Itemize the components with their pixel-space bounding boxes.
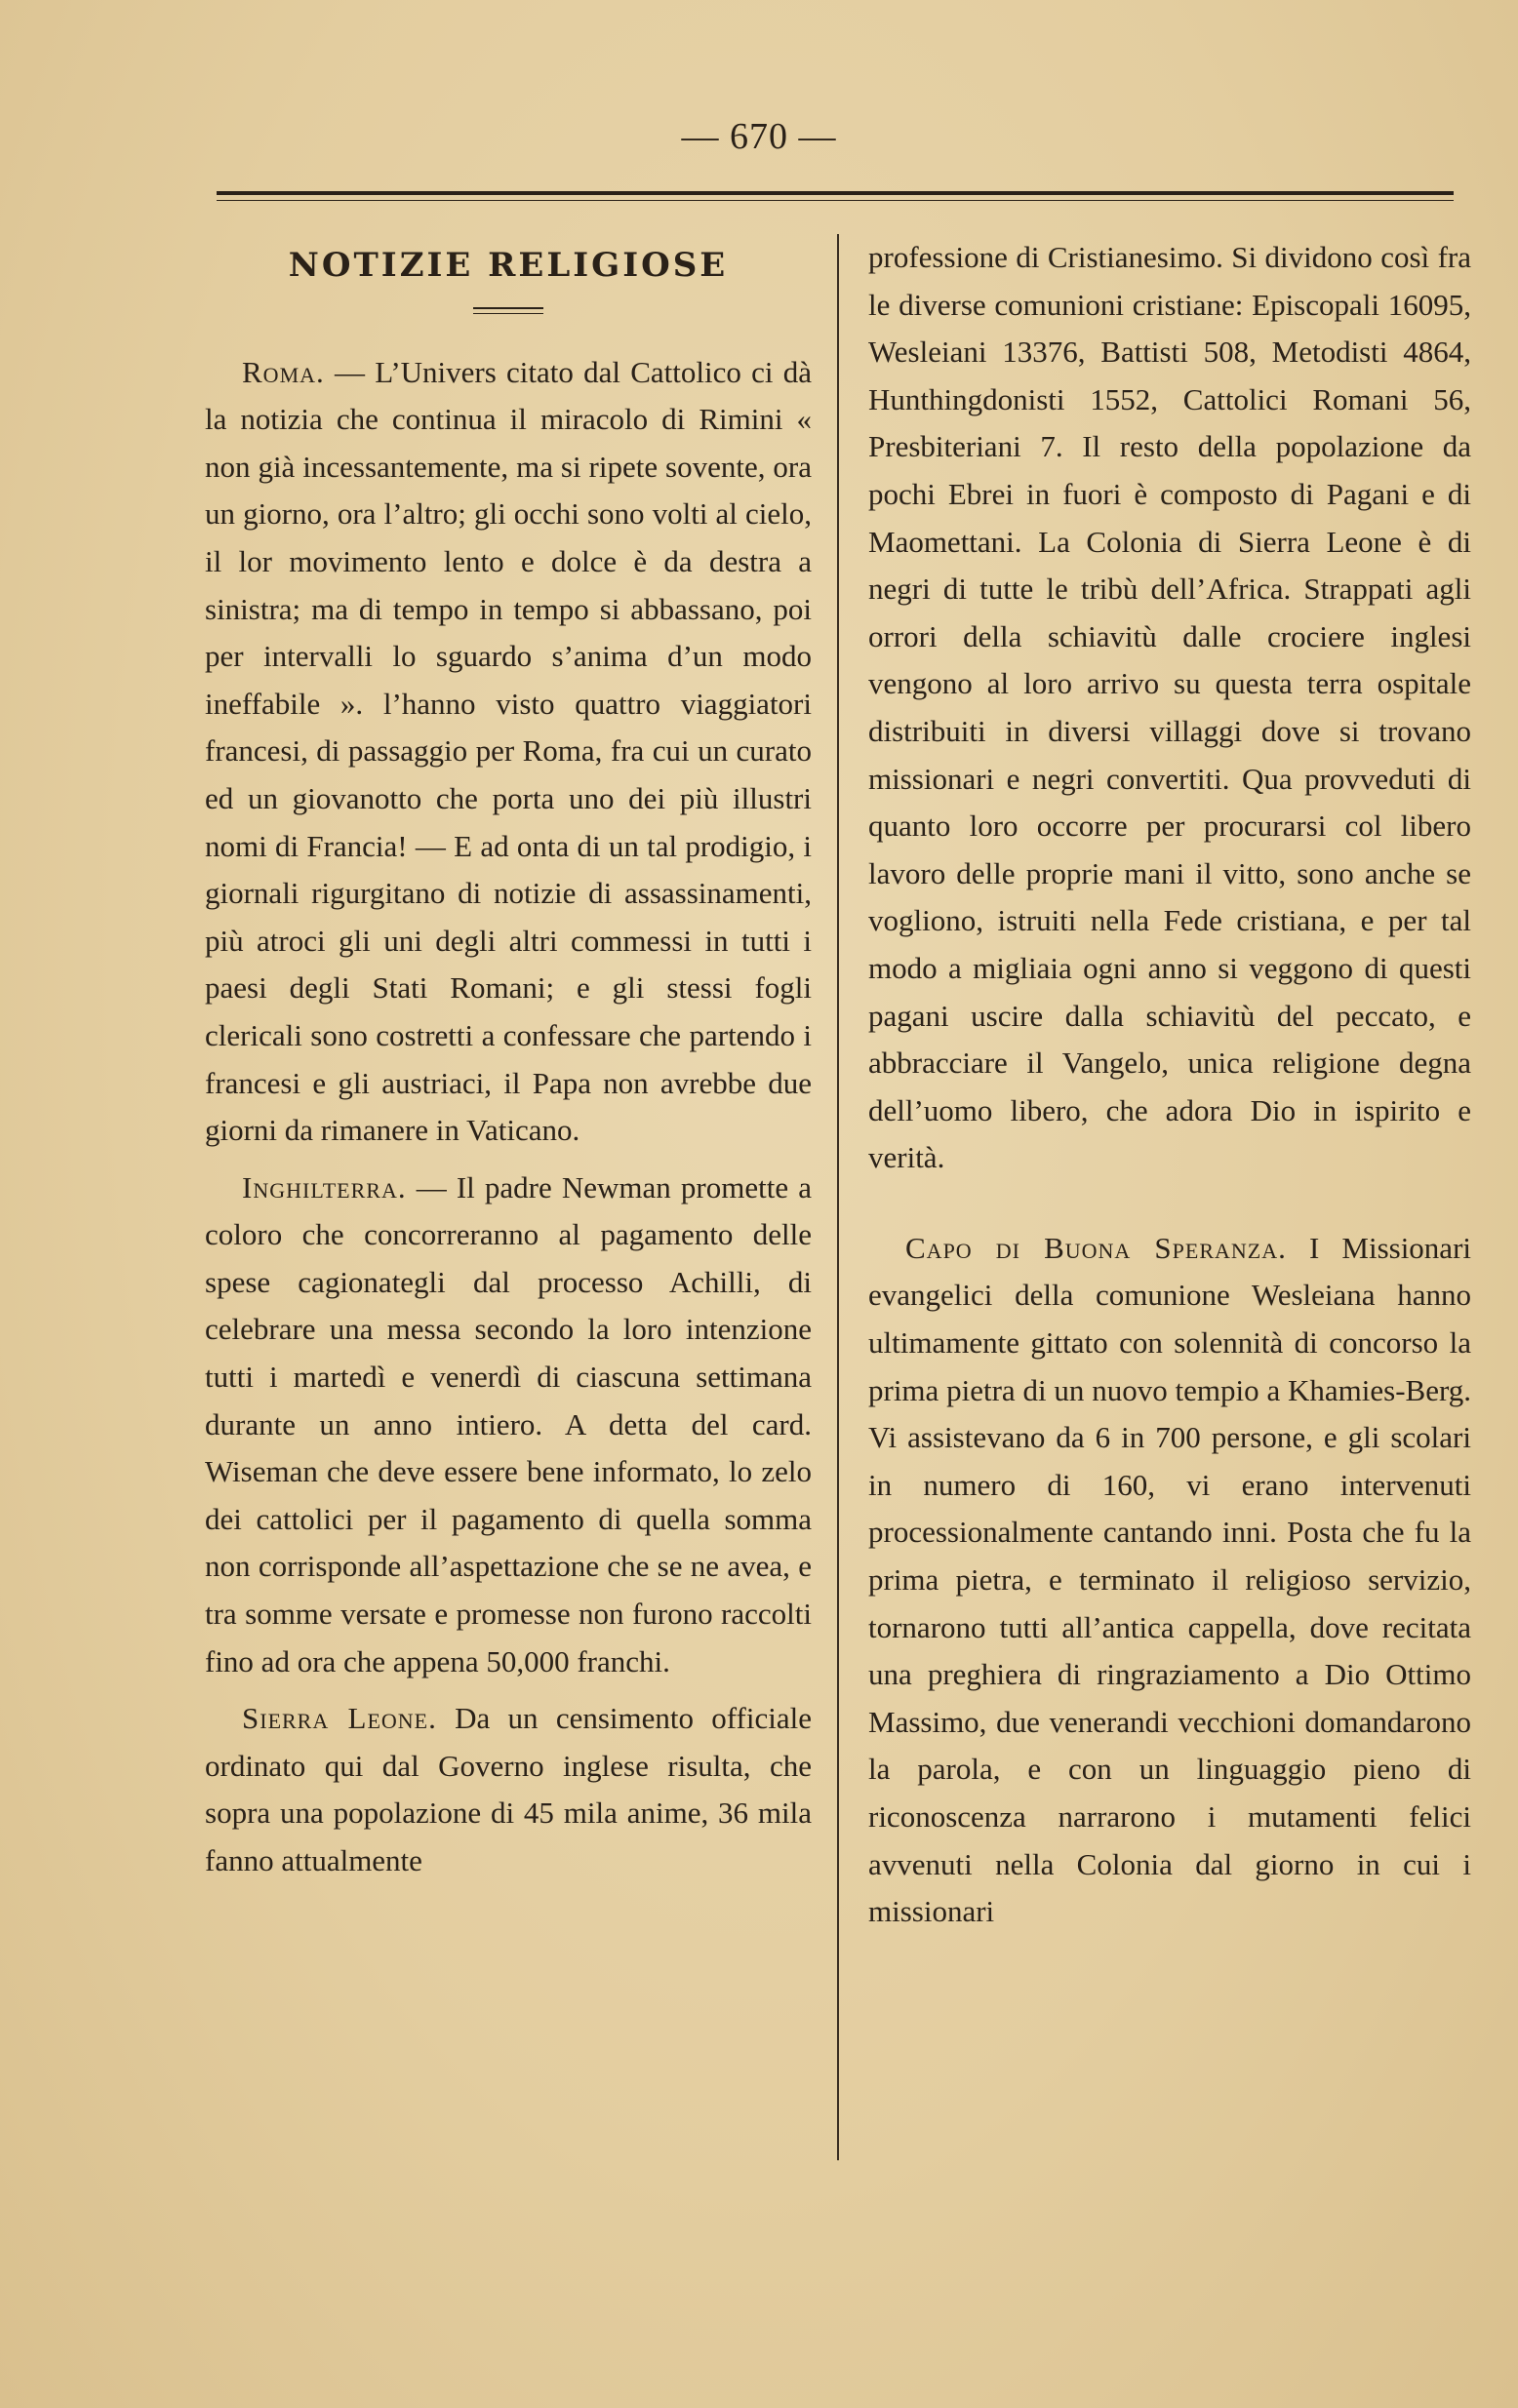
paragraph-gap xyxy=(868,1192,1471,1225)
paragraph-roma xyxy=(205,349,812,1155)
section-title: NOTIZIE RELIGIOSE xyxy=(288,246,729,285)
header-rule xyxy=(217,191,1454,201)
paragraph-capo xyxy=(868,1225,1471,1936)
lead-sierra-leone: Sierra Leone. xyxy=(242,1701,437,1736)
paragraph-sierra-leone xyxy=(205,1695,812,1884)
text-capo: I Missionari evangelici della comunione Wesleiana hanno ultimamente gittato con solennità di concorso la prima pietra di un nuovo tempio a Khamies-Berg. Vi assistevano da 6 in 700 persone, e gli scolari in numero di 160, vi erano intervenuti processionalmente cantando inni. Posta che fu la prima pietra, e terminato il religioso servizio, tornarono tutti all’antica cappella, dove recitata una preghiera di ringraziamento a Dio Ottimo Massimo, due venerandi vecchioni domandarono la parola, e con un linguaggio pieno di riconoscenza narrarono i mutamenti felici avvenuti nella Colonia dal giorno in cui i missionari xyxy=(868,1230,1472,1929)
lead-roma: Roma. xyxy=(242,354,325,389)
right-column xyxy=(868,234,1471,1946)
text-inghilterra: — Il padre Newman promette a coloro che concorreranno al pagamento delle spese cagionategli dal processo Achilli, di celebrare una messa secondo la loro intenzione tutti i martedì e venerdì di ciascuna settimana durante un anno intiero. A detta del card. Wiseman che deve essere bene informato, lo zelo dei cattolici per il pagamento di quella somma non corrisponde all’aspettazione che se ne avea, e tra somme versate e promesse non furono raccolti fino ad ora che appena 50,000 franchi. xyxy=(205,1169,812,1678)
column-divider xyxy=(837,234,839,2160)
lead-inghilterra: Inghilterra. xyxy=(242,1169,407,1204)
text-sierra-leone: Da un censimento officiale ordinato qui dal Governo inglese risulta, che sopra una popolazione di 45 mila anime, 36 mila fanno attualmente xyxy=(205,1701,812,1877)
paragraph-sierra-leone-cont xyxy=(868,234,1471,1182)
title-rule xyxy=(473,307,543,314)
paragraph-inghilterra xyxy=(205,1165,812,1686)
lead-capo: Capo di Buona Speranza. xyxy=(905,1230,1287,1265)
left-column xyxy=(205,234,812,1895)
page-number: — 670 — xyxy=(681,116,837,157)
text-sierra-leone-cont: professione di Cristianesimo. Si dividono così fra le diverse comunioni cristiane: Episcopali 16095, Wesleiani 13376, Battisti 508, Metodisti 4864, Hunthingdonisti 1552, Cattolici Romani 56, Presbiteriani 7. Il resto della popolazione da pochi Ebrei in fuori è composto di Pagani e di Maomettani. La Colonia di Sierra Leone è di negri di tutte le tribù dell’Africa. Strappati agli orrori della schiavitù dalle crociere inglesi vengono al loro arrivo su questa terra ospitale distribuiti in diversi villaggi dove si trovano missionari e negri convertiti. Qua provveduti di quanto loro occorre per procurarsi col libero lavoro delle proprie mani il vitto, sono anche se vogliono, istruiti nella Fede cristiana, e per tal modo a migliaia ogni anno si veggono di questi pagani uscire dalla schiavitù del peccato, e abbracciare il Vangelo, unica religione degna dell’uomo libero, che adora Dio in ispirito e verità. xyxy=(868,240,1471,1175)
text-roma: — L’Univers citato dal Cattolico ci dà la notizia che continua il miracolo di Rimini « non già incessantemente, ma si ripete sovente, ora un giorno, ora l’altro; gli occhi sono volti al cielo, il lor movimento lento e dolce è da destra a sinistra; ma di tempo in tempo si abbassano, poi per intervalli lo sguardo s’anima d’un modo ineffabile ». l’hanno visto quattro viaggiatori francesi, di passaggio per Roma, fra cui un curato ed un giovanotto che porta uno dei più illustri nomi di Francia! — E ad onta di un tal prodigio, i giornali rigurgitano di notizie di assassinamenti, più atroci gli uni degli altri commessi in tutti i paesi degli Stati Romani; e gli stessi fogli clericali sono costretti a confessare che partendo i francesi e gli austriaci, il Papa non avrebbe due giorni da rimanere in Vaticano. xyxy=(205,354,812,1148)
